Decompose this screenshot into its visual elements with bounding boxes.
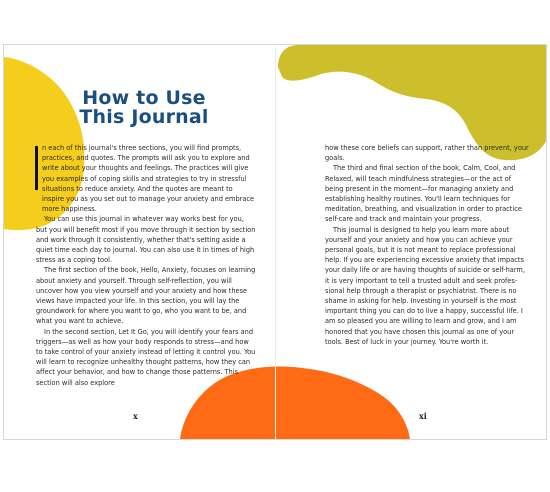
title-line-2: This Journal [79, 106, 209, 128]
page-number: xi [419, 411, 427, 421]
paragraph: This journal is designed to help you learn more about yourself and your anxiety and how you can achieve your personal goals, but it is not meant to replace professional help. If you are experiencing excessive anxiety that impacts your daily life or are having thoughts of suicide or self-harm, it is very important to tell a trusted adult and seek professional help through a therapist or psychiatrist. There is no shame in asking for help. Investing in yourself is the most important thing you can do to live a happy, successful life. I am so pleased you are willing to learn and grow, and I am honored that you have chosen this journal as one of your tools. Best of luck in your journey. You're worth it. [325, 225, 525, 346]
paragraph: You can use this journal in whatever way works best for you, but you will benefit most if you move through it section by section and work through it consistently, whether that's setting aside a quiet time each day to journal. You can also use it in times of high stress as a coping tool. [36, 215, 256, 265]
title-line-1: How to Use [82, 87, 206, 109]
right-page [276, 45, 546, 439]
paragraph: The third and final section of the book, Calm, Cool, and Relaxed, will teach mindfulness strategies—or the act of being present in the moment—for managing anxiety and establishing healthy routines. You'll learn techniques for meditation, breathing, and visualization in order to practice self-care and track and maintain your progress. [325, 164, 522, 224]
left-page [4, 45, 274, 439]
paragraph: In the second section, Let It Go, you will identify your fears and triggers—as well as how your body responds to stress—and how to take control of your anxiety instead of letting it control you. You will learn to recognize unhealthy thought patterns, how they can affect your behavior, and how to change those patterns. This section will also explore [36, 327, 256, 387]
left-body-text [36, 143, 256, 388]
book-spread [3, 44, 547, 440]
page-title [64, 89, 224, 127]
paragraph: The first section of the book, Hello, Anxiety, focuses on learning about anxiety and yourself. Through self-reflection, you will uncover how you view yourself and your anxiety and how these views have impacted your life. In this section, you will lay the groundwork for where you want to go, who you want to be, and what you want to achieve. [36, 266, 256, 326]
paragraph: n each of this journal's three sections, you will find prompts, practices, and quotes. The prompts will ask you to explore and write about your thoughts and feelings. The practices will give you examples of coping skills and strategies to try in stressful situations to reduce anxiety. And the quotes are meant to inspire you as you set out to manage your anxiety and embrace more happiness. [42, 144, 255, 214]
right-body-text [325, 143, 531, 347]
paragraph: how these core beliefs can support, rather than prevent, your goals. [325, 144, 529, 163]
page-number: x [133, 411, 138, 421]
